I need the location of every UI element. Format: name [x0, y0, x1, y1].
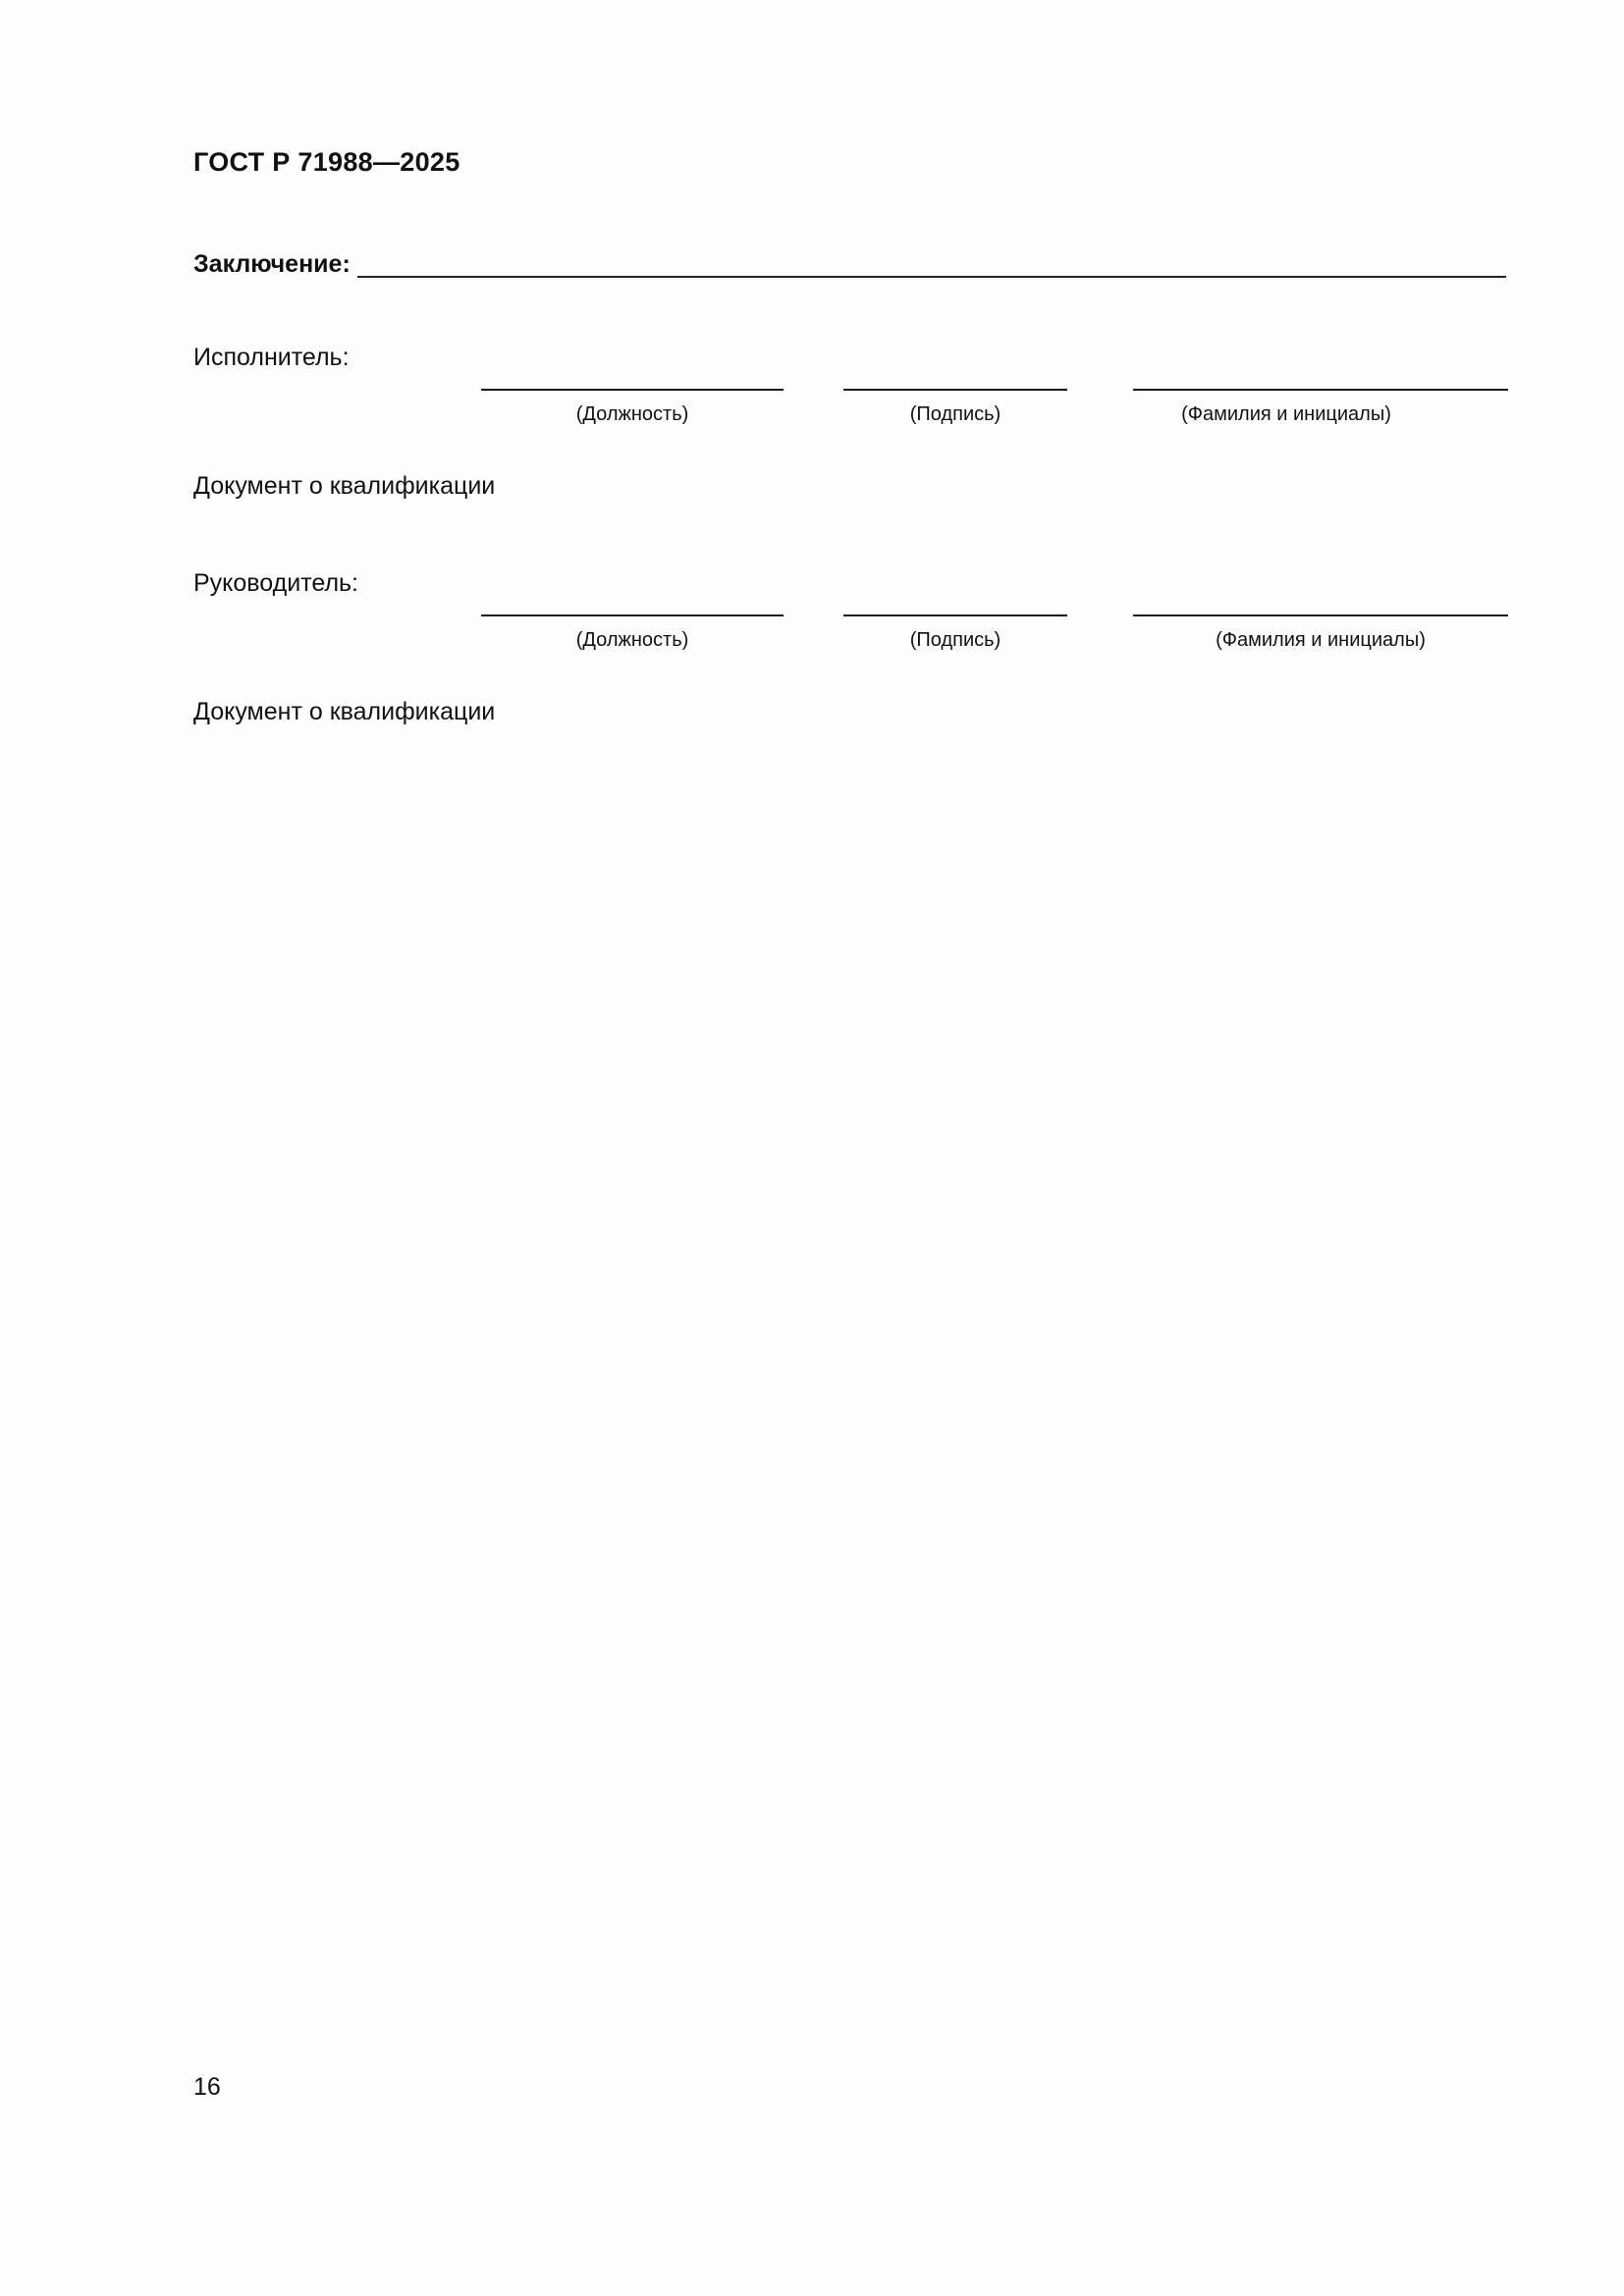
executor-name-caption: (Фамилия и инициалы): [1181, 403, 1391, 425]
page-number: 16: [193, 2073, 221, 2101]
manager-label: Руководитель:: [193, 569, 359, 597]
conclusion-label: Заключение:: [193, 250, 351, 278]
conclusion-blank-line: [357, 276, 1506, 278]
manager-signature-caption: (Подпись): [909, 629, 1001, 651]
executor-signature-caption: (Подпись): [909, 403, 1001, 425]
executor-signature-line: [843, 389, 1067, 391]
executor-qualification-text: Документ о квалификации: [193, 472, 496, 500]
manager-position-line: [481, 614, 784, 616]
manager-name-caption: (Фамилия и инициалы): [1216, 629, 1426, 651]
executor-position-caption: (Должность): [575, 403, 689, 425]
manager-signature-line: [843, 614, 1067, 616]
executor-name-line: [1133, 389, 1508, 391]
manager-name-line: [1133, 614, 1508, 616]
document-code-header: ГОСТ Р 71988—2025: [193, 147, 460, 177]
executor-position-line: [481, 389, 784, 391]
manager-position-caption: (Должность): [575, 629, 689, 651]
executor-label: Исполнитель:: [193, 344, 350, 371]
manager-qualification-text: Документ о квалификации: [193, 698, 496, 725]
